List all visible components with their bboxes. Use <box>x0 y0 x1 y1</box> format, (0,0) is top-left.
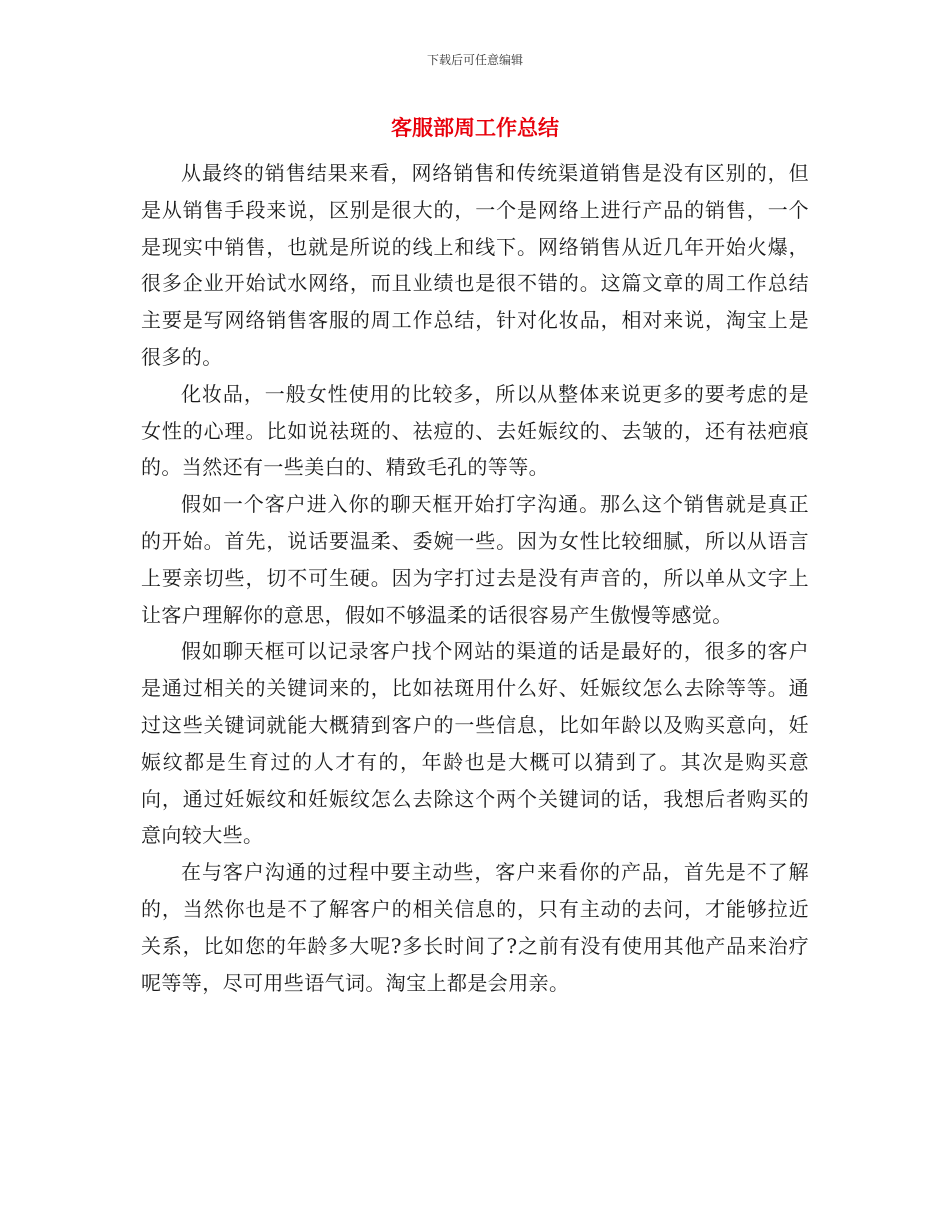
paragraph: 在与客户沟通的过程中要主动些，客户来看你的产品，首先是不了解的，当然你也是不了解客户的相关信息的，只有主动的去问，才能够拉近关系，比如您的年龄多大呢?多长时间了?之前有没有使用其他产品来治疗呢等等，尽可用些语气词。淘宝上都是会用亲。 <box>141 860 809 995</box>
page-header-note: 下载后可任意编辑 <box>426 53 523 67</box>
paragraph: 假如聊天框可以记录客户找个网站的渠道的话是最好的，很多的客户是通过相关的关键词来的，比如祛斑用什么好、妊娠纹怎么去除等等。通过这些关键词就能大概猜到客户的一些信息，比如年龄以及购买意向，妊娠纹都是生育过的人才有的，年龄也是大概可以猜到了。其次是购买意向，通过妊娠纹和妊娠纹怎么去除这个两个关键词的话，我想后者购买的意向较大些。 <box>141 639 809 848</box>
document-body <box>141 155 809 1001</box>
paragraph: 化妆品，一般女性使用的比较多，所以从整体来说更多的要考虑的是女性的心理。比如说祛斑的、祛痘的、去妊娠纹的、去皱的，还有祛疤痕的。当然还有一些美白的、精致毛孔的等等。 <box>141 381 809 480</box>
paragraph: 假如一个客户进入你的聊天框开始打字沟通。那么这个销售就是真正的开始。首先，说话要温柔、委婉一些。因为女性比较细腻，所以从语言上要亲切些，切不可生硬。因为字打过去是没有声音的，所以单从文字上让客户理解你的意思，假如不够温柔的话很容易产生傲慢等感觉。 <box>141 492 809 627</box>
paragraph: 从最终的销售结果来看，网络销售和传统渠道销售是没有区别的，但是从销售手段来说，区别是很大的，一个是网络上进行产品的销售，一个是现实中销售，也就是所说的线上和线下。网络销售从近几年开始火爆，很多企业开始试水网络，而且业绩也是很不错的。这篇文章的周工作总结主要是写网络销售客服的周工作总结，针对化妆品，相对来说，淘宝上是很多的。 <box>141 161 809 369</box>
document-title: 客服部周工作总结 <box>391 116 559 140</box>
